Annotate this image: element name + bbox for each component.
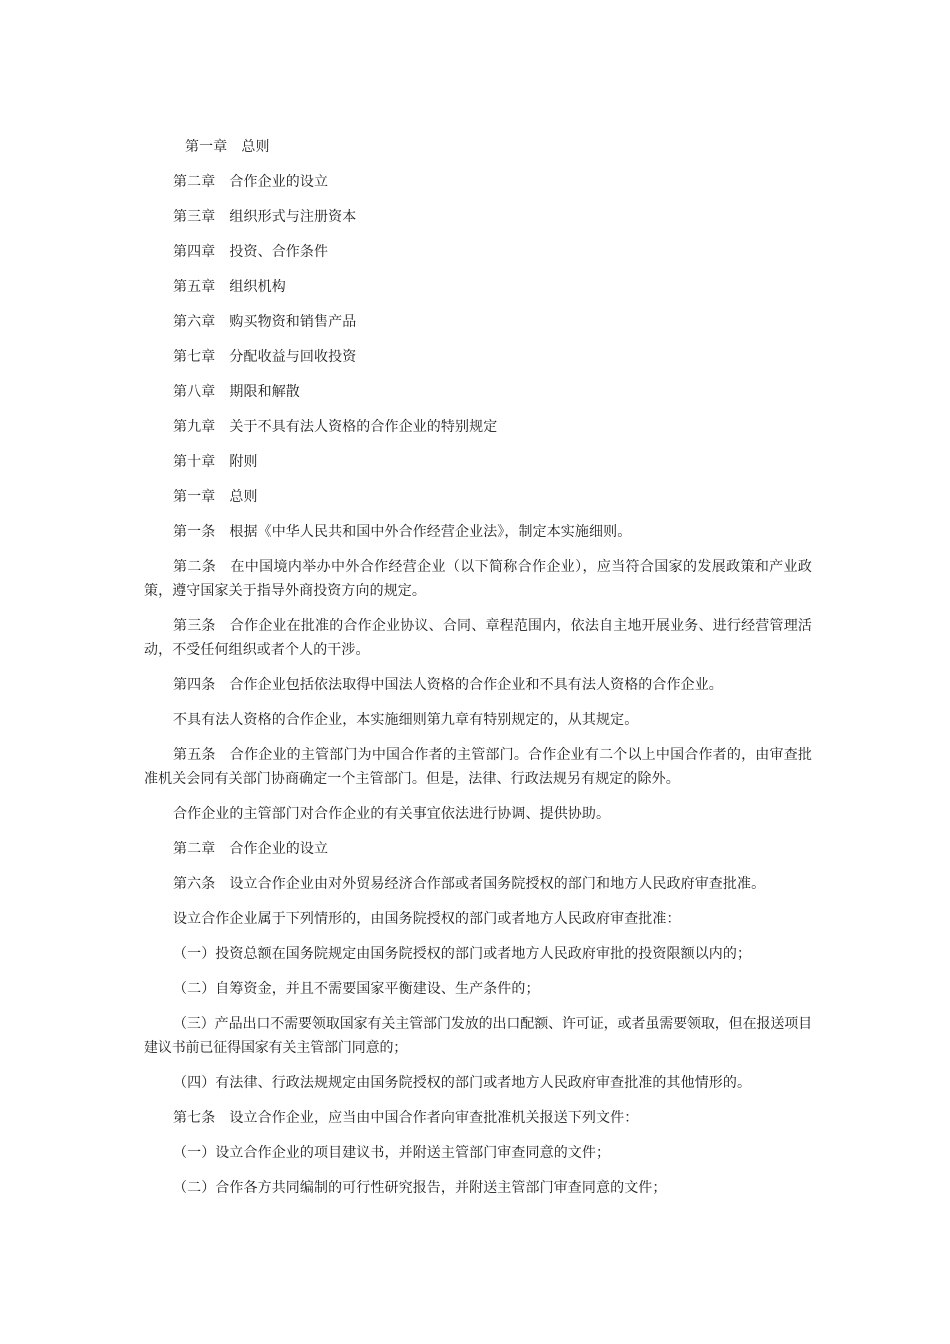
chapter-2-heading: 第二章 合作企业的设立 — [173, 841, 329, 857]
article-4-paragraph-2: 不具有法人资格的合作企业，本实施细则第九章有特别规定的，从其规定。 — [173, 712, 639, 728]
document-body — [144, 135, 812, 1211]
article-4: 第四条 合作企业包括依法取得中国法人资格的合作企业和不具有法人资格的合作企业。 — [173, 677, 723, 693]
article-3: 第三条 合作企业在批准的合作企业协议、合同、章程范围内，依法自主地开展业务、进行经营管理活动，不受任何组织或者个人的干涉。 — [144, 618, 812, 658]
article-7-item-1: （一）设立合作企业的项目建议书，并附送主管部门审查同意的文件； — [173, 1145, 611, 1161]
toc-entry-chapter-4: 第四章 投资、合作条件 — [173, 244, 329, 260]
toc-entry-chapter-2: 第二章 合作企业的设立 — [173, 174, 329, 190]
chapter-1-heading: 第一章 总则 — [173, 489, 258, 505]
article-6-item-1: （一）投资总额在国务院规定由国务院授权的部门或者地方人民政府审批的投资限额以内的； — [173, 946, 752, 962]
toc-entry-chapter-10: 第十章 附则 — [173, 454, 258, 470]
article-1: 第一条 根据《中华人民共和国中外合作经营企业法》，制定本实施细则。 — [173, 524, 632, 540]
toc-entry-chapter-7: 第七章 分配收益与回收投资 — [173, 349, 357, 365]
toc-entry-chapter-6: 第六章 购买物资和销售产品 — [173, 314, 357, 330]
article-7-item-2: （二）合作各方共同编制的可行性研究报告，并附送主管部门审查同意的文件； — [173, 1180, 667, 1196]
article-6-item-3: （三）产品出口不需要领取国家有关主管部门发放的出口配额、许可证，或者虽需要领取，但在报送项目建议书前已征得国家有关主管部门同意的； — [144, 1016, 812, 1056]
article-5: 第五条 合作企业的主管部门为中国合作者的主管部门。合作企业有二个以上中国合作者的，由审查批准机关会同有关部门协商确定一个主管部门。但是，法律、行政法规另有规定的除外。 — [144, 747, 812, 787]
article-2: 第二条 在中国境内举办中外合作经营企业（以下简称合作企业），应当符合国家的发展政策和产业政策，遵守国家关于指导外商投资方向的规定。 — [144, 559, 812, 599]
toc-entry-chapter-1: 第一章 总则 — [185, 139, 270, 155]
article-7: 第七条 设立合作企业，应当由中国合作者向审查批准机关报送下列文件： — [173, 1110, 639, 1126]
toc-entry-chapter-9: 第九章 关于不具有法人资格的合作企业的特别规定 — [173, 419, 498, 435]
article-5-paragraph-2: 合作企业的主管部门对合作企业的有关事宜依法进行协调、提供协助。 — [173, 806, 611, 822]
article-6-item-2: （二）自筹资金，并且不需要国家平衡建设、生产条件的； — [173, 981, 540, 997]
toc-entry-chapter-5: 第五章 组织机构 — [173, 279, 286, 295]
article-6-paragraph-2: 设立合作企业属于下列情形的，由国务院授权的部门或者地方人民政府审查批准： — [173, 911, 681, 927]
article-6: 第六条 设立合作企业由对外贸易经济合作部或者国务院授权的部门和地方人民政府审查批准。 — [173, 876, 766, 892]
article-6-item-4: （四）有法律、行政法规规定由国务院授权的部门或者地方人民政府审查批准的其他情形的。 — [173, 1075, 752, 1091]
toc-entry-chapter-3: 第三章 组织形式与注册资本 — [173, 209, 357, 225]
toc-entry-chapter-8: 第八章 期限和解散 — [173, 384, 300, 400]
